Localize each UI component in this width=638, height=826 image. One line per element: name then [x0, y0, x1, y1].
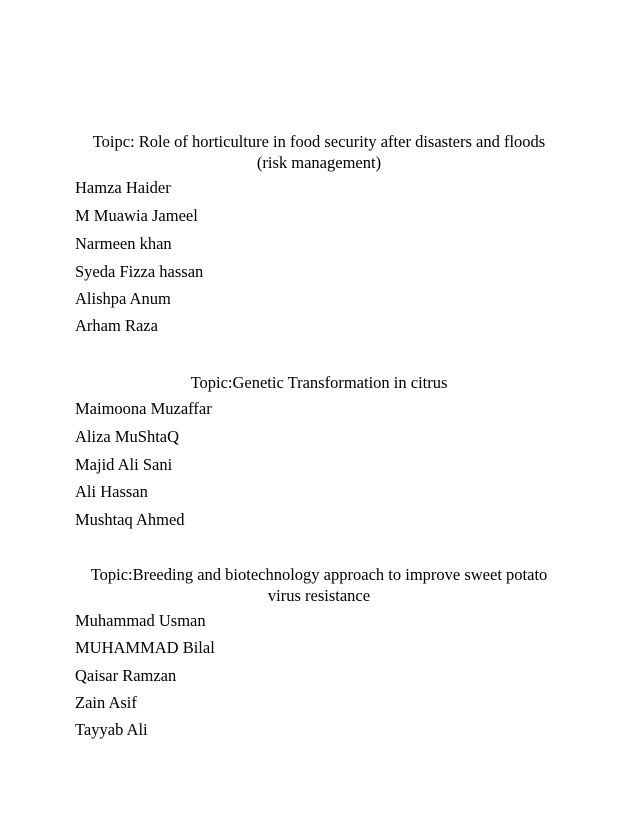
- member-name: Majid Ali Sani: [75, 455, 173, 474]
- member-name: Tayyab Ali: [75, 720, 148, 739]
- group-2: [0, 372, 638, 393]
- member-name: Mushtaq Ahmed: [75, 510, 185, 529]
- member-name: M Muawia Jameel: [75, 206, 198, 225]
- member-name: Arham Raza: [75, 316, 158, 335]
- group-3-topic-line-2: virus resistance: [267, 586, 371, 605]
- group-3-topic-line-1: Topic:Breeding and biotechnology approach to improve sweet potato: [90, 565, 548, 584]
- group-1: [0, 131, 638, 173]
- group-2-topic-line-1: Topic:Genetic Transformation in citrus: [190, 373, 448, 392]
- member-name: Muhammad Usman: [75, 611, 206, 630]
- member-name: Syeda Fizza hassan: [75, 262, 204, 281]
- member-name: Ali Hassan: [75, 482, 148, 501]
- member-name: Qaisar Ramzan: [75, 666, 177, 685]
- group-3-topic: [59, 564, 579, 606]
- member-name: Zain Asif: [75, 693, 137, 712]
- group-2-topic: [59, 372, 579, 393]
- member-name: Aliza MuShtaQ: [75, 427, 180, 446]
- member-name: Narmeen khan: [75, 234, 172, 253]
- group-1-topic-line-2: (risk management): [256, 153, 382, 172]
- group-3: [0, 564, 638, 606]
- member-name: Alishpa Anum: [75, 289, 171, 308]
- member-name: MUHAMMAD Bilal: [75, 638, 215, 657]
- member-name: Maimoona Muzaffar: [75, 399, 212, 418]
- group-1-topic: [59, 131, 579, 173]
- member-name: Hamza Haider: [75, 178, 171, 197]
- group-1-topic-line-1: Toipc: Role of horticulture in food security after disasters and floods: [92, 132, 546, 151]
